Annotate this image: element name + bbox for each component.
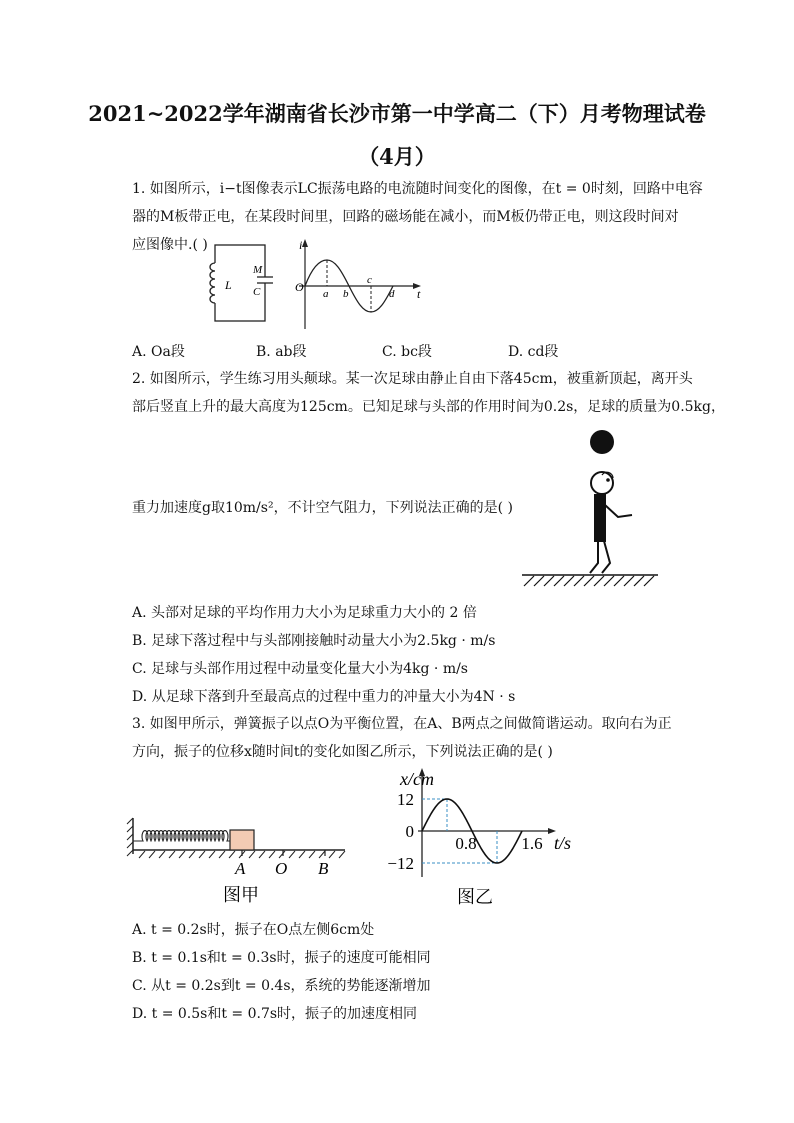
q2-stem-line3: 重力加速度g取10m/s²，不计空气阻力，下列说法正确的是( ) <box>132 500 513 516</box>
q3-figure-yi <box>360 765 595 910</box>
q1-stem-line2: 器的M板带正电，在某段时间里，回路的磁场能在减小，而M板仍带正电，则这段时间对 <box>132 209 679 225</box>
ground-hatching <box>524 576 654 586</box>
capacitor-label-m: M <box>253 264 263 276</box>
student-figure <box>590 472 632 573</box>
capacitor-label-c: C <box>253 286 261 298</box>
eye <box>606 478 610 482</box>
caption-yi: 图乙 <box>457 887 493 907</box>
q3-option-c: C. 从t = 0.2s到t = 0.4s，系统的势能逐渐增加 <box>132 978 431 994</box>
q1-figure <box>205 235 435 335</box>
label-o: O <box>275 859 288 878</box>
point-c-label: c <box>367 274 372 286</box>
i-axis-arrow <box>302 239 308 247</box>
t-axis-label: t <box>417 287 421 301</box>
q1-option-b: B. ab段 <box>256 344 307 360</box>
x-axis-label: t/s <box>554 833 572 853</box>
wall-hatching <box>127 818 133 856</box>
soccer-ball <box>590 430 614 454</box>
label-a: A <box>235 859 246 878</box>
i-t-graph <box>299 239 421 329</box>
y-axis-label: x/cm <box>400 769 434 789</box>
q2-option-c: C. 足球与头部作用过程中动量变化量大小为4kg · m/s <box>132 661 468 677</box>
q1-option-d: D. cd段 <box>508 344 559 360</box>
tick-label-1.6: 1.6 <box>521 834 543 853</box>
q2-option-a: A. 头部对足球的平均作用力大小为足球重力大小的 2 倍 <box>132 605 477 621</box>
q2-stem-line1: 2. 如图所示，学生练习用头颠球。某一次足球由静止自由下落45cm，被重新顶起，离开头 <box>132 371 693 387</box>
exam-subtitle: （4月） <box>358 144 436 169</box>
point-b-label: b <box>343 288 349 300</box>
q3-option-b: B. t = 0.1s和t = 0.3s时，振子的速度可能相同 <box>132 950 431 966</box>
q1-option-a: A. Oa段 <box>132 344 185 360</box>
q2-option-d: D. 从足球下落到升至最高点的过程中重力的冲量大小为4N · s <box>132 689 516 705</box>
spring <box>133 831 230 841</box>
oscillator-block <box>230 830 254 850</box>
exam-title: 2021~2022学年湖南省长沙市第一中学高二（下）月考物理试卷 <box>88 101 706 126</box>
caption-jia: 图甲 <box>223 885 259 905</box>
q3-stem-line1: 3. 如图甲所示，弹簧振子以点O为平衡位置，在A、B两点之间做简谐运动。取向右为正 <box>132 716 672 732</box>
q3-stem-line2: 方向，振子的位移x随时间t的变化如图乙所示，下列说法正确的是( ) <box>132 744 553 760</box>
q2-figure-header-ball <box>518 425 663 595</box>
tick-label-neg12: −12 <box>387 854 414 873</box>
q2-option-b: B. 足球下落过程中与头部刚接触时动量大小为2.5kg · m/s <box>132 633 496 649</box>
point-d-label: d <box>389 288 395 300</box>
q1-stem-line1: 1. 如图所示，i−t图像表示LC振荡电路的电流随时间变化的图像，在t = 0时刻，回路中电容 <box>132 181 703 197</box>
tick-label-12: 12 <box>397 790 414 809</box>
q2-stem-line2: 部后竖直上升的最大高度为125cm。已知足球与头部的作用时间为0.2s，足球的质量为0.5kg， <box>132 399 725 415</box>
q1-option-c: C. bc段 <box>382 344 432 360</box>
q3-option-d: D. t = 0.5s和t = 0.7s时，振子的加速度相同 <box>132 1006 418 1022</box>
inductor-label: L <box>225 278 232 292</box>
q1-stem-line3: 应图像中.( ) <box>132 237 208 253</box>
point-a-label: a <box>323 288 329 300</box>
tick-label-0: 0 <box>405 822 414 841</box>
q3-figure-jia <box>125 810 350 910</box>
q3-option-a: A. t = 0.2s时，振子在O点左侧6cm处 <box>132 922 375 938</box>
tick-label-0.8: 0.8 <box>455 834 477 853</box>
i-axis-label: i <box>299 238 303 252</box>
lc-circuit-diagram <box>210 245 273 321</box>
label-b: B <box>318 859 329 878</box>
origin-label: O <box>295 280 304 294</box>
